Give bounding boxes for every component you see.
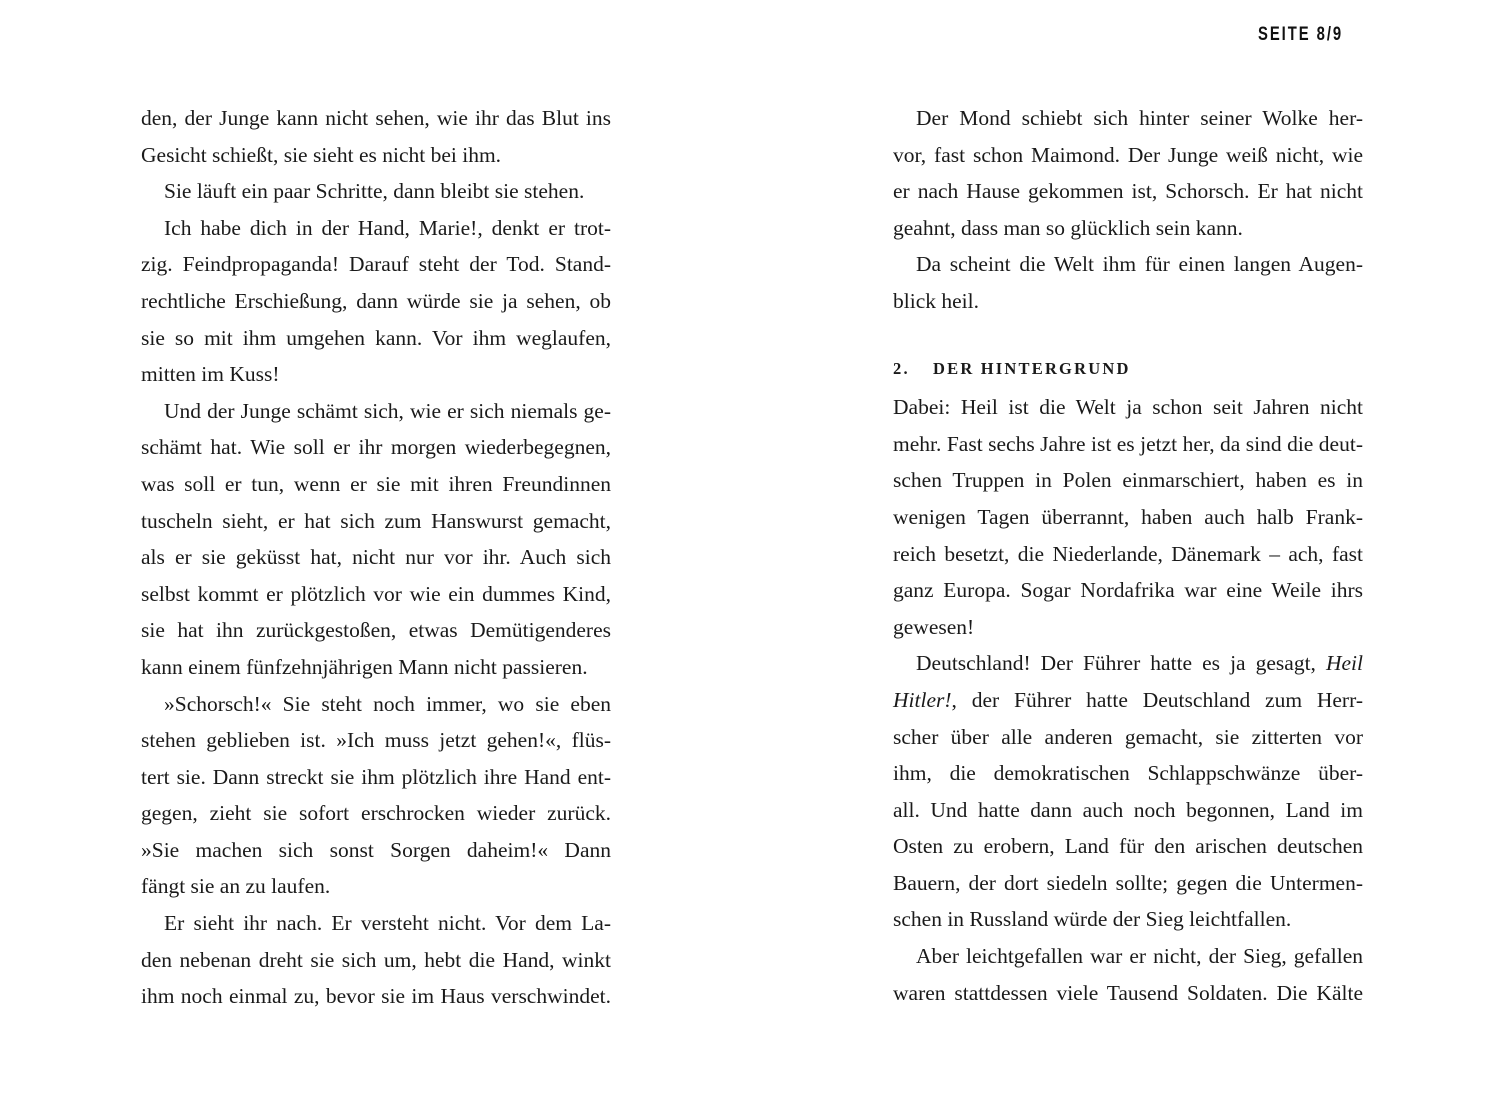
text-line: rechtliche Erschießung, dann würde sie ja sehen, ob (141, 288, 611, 313)
text-line: Er sieht ihr nach. Er versteht nicht. Vor dem La- (164, 911, 611, 936)
line-text: Deutschland! Der Führer hatte es ja gesagt, (916, 651, 1326, 676)
text-line: waren stattdessen viele Tausend Soldaten. Die Kälte (893, 980, 1363, 1005)
text-line: geahnt, dass man so glücklich sein kann. (893, 215, 1243, 240)
text-line: schen Truppen in Polen einmarschiert, haben es in (893, 468, 1363, 493)
text-line: tuscheln sieht, er hat sich zum Hanswurst gemacht, (141, 508, 611, 533)
section-heading (893, 351, 1363, 388)
text-line: den nebenan dreht sie sich um, hebt die Hand, winkt (141, 947, 611, 972)
italic-text: Hitler! (893, 687, 952, 712)
section-number: 2. (893, 358, 910, 378)
text-line: all. Und hatte dann auch noch begonnen, Land im (893, 797, 1363, 822)
text-line: Osten zu erobern, Land für den arischen deutschen (893, 834, 1363, 859)
text-line: reich besetzt, die Niederlande, Dänemark – ach, fast (893, 541, 1363, 566)
right-text-before-heading (893, 100, 1363, 320)
text-line: schämt hat. Wie soll er ihr morgen wiederbegegnen, (141, 435, 611, 460)
text-line: den, der Junge kann nicht sehen, wie ihr das Blut ins (141, 106, 611, 130)
italic-text: Heil (1325, 651, 1363, 676)
text-line: schen in Russland würde der Sieg leichtfallen. (893, 907, 1292, 932)
text-line: Ich habe dich in der Hand, Marie!, denkt er trot- (164, 215, 611, 240)
left-page-column (141, 100, 611, 1015)
text-line: als er sie geküsst hat, nicht nur vor ihr. Auch sich (141, 545, 611, 570)
text-line: »Schorsch!« Sie steht noch immer, wo sie eben (164, 691, 611, 716)
text-line: Gesicht schießt, sie sieht es nicht bei ihm. (141, 142, 502, 167)
text-line (893, 645, 1363, 682)
text-line: Dabei: Heil ist die Welt ja schon seit Jahren nicht (893, 395, 1363, 420)
text-line: er nach Hause gekommen ist, Schorsch. Er hat nicht (893, 179, 1363, 204)
text-line: selbst kommt er plötzlich vor wie ein dummes Kind, (141, 581, 611, 606)
line-text: , der Führer hatte Deutschland zum Herr- (951, 687, 1363, 712)
text-line: wenigen Tagen überrannt, haben auch halb Frank- (893, 504, 1363, 529)
text-line: »Sie machen sich sonst Sorgen daheim!« Dann (141, 837, 611, 862)
text-line: Und der Junge schämt sich, wie er sich niemals ge- (164, 398, 611, 423)
text-line: sie hat ihn zurückgestoßen, etwas Demütigenderes (141, 618, 611, 643)
text-line: mehr. Fast sechs Jahre ist es jetzt her, da sind die deut- (893, 431, 1363, 456)
section-title: DER HINTERGRUND (933, 358, 1131, 378)
text-line: sie so mit ihm umgehen kann. Vor ihm weglaufen, (141, 325, 611, 350)
text-line (893, 682, 1363, 719)
text-line: Sie läuft ein paar Schritte, dann bleibt sie stehen. (164, 179, 585, 204)
text-line: Da scheint die Welt ihm für einen langen Augen- (916, 252, 1363, 277)
text-line: Bauern, der dort siedeln sollte; gegen die Untermen- (893, 870, 1363, 895)
text-line: Aber leichtgefallen war er nicht, der Sieg, gefallen (916, 944, 1363, 969)
text-line: gegen, zieht sie sofort erschrocken wieder zurück. (141, 801, 611, 826)
right-text-after-heading (893, 389, 1363, 1011)
text-line: ihm noch einmal zu, bevor sie im Haus verschwindet. (141, 984, 611, 1009)
text-line: Der Mond schiebt sich hinter seiner Wolke her- (916, 106, 1363, 130)
text-line: was soll er tun, wenn er sie mit ihren Freundinnen (141, 471, 611, 496)
text-line: gewesen! (893, 614, 975, 639)
text-line: kann einem fünfzehnjährigen Mann nicht passieren. (141, 654, 588, 679)
right-page-column (893, 100, 1363, 1011)
text-line: tert sie. Dann streckt sie ihm plötzlich ihre Hand ent- (141, 764, 611, 789)
page-indicator: SEITE 8/9 (1258, 24, 1344, 45)
text-line: zig. Feindpropaganda! Darauf steht der Tod. Stand- (141, 252, 611, 277)
text-line: ganz Europa. Sogar Nordafrika war eine Weile ihrs (893, 578, 1363, 603)
text-line: stehen geblieben ist. »Ich muss jetzt gehen!«, flüs- (141, 728, 611, 753)
text-line: ihm, die demokratischen Schlappschwänze über- (893, 761, 1363, 786)
text-line: vor, fast schon Maimond. Der Junge weiß nicht, wie (893, 142, 1363, 167)
text-line: scher über alle anderen gemacht, sie zitterten vor (893, 724, 1363, 749)
text-line: mitten im Kuss! (141, 362, 280, 387)
text-line: blick heil. (893, 288, 979, 313)
text-line: fängt sie an zu laufen. (141, 874, 331, 899)
